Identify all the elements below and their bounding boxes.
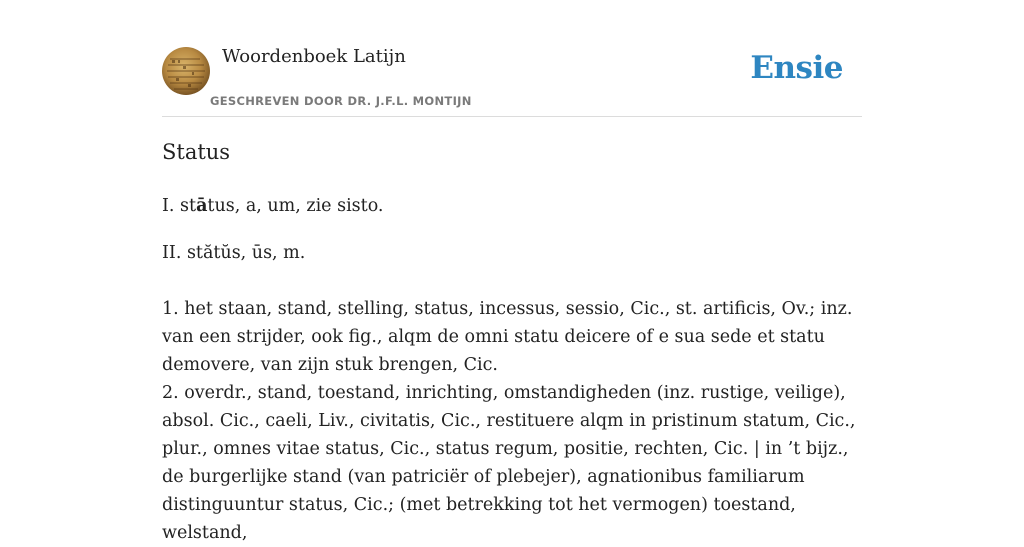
head1-bold: ā <box>196 196 208 216</box>
head1-pre: I. st <box>162 196 197 216</box>
definition-item: 1. het staan, stand, stelling, status, incessus, sessio, Cic., st. artificis, Ov.; inz. van een strijder, ook fig., alqm de omni statu deicere of e sua sede et statu demovere, van zijn stuk brengen, Cic. <box>162 299 853 375</box>
book-avatar[interactable] <box>162 47 210 95</box>
author-line <box>210 94 472 108</box>
ensie-logo-link[interactable]: Ensie <box>750 50 843 86</box>
book-header <box>162 0 862 117</box>
entry-head-1 <box>162 192 383 220</box>
coin-icon <box>162 47 210 95</box>
definition-item: 2. overdr., stand, toestand, inrichting, omstandigheden (inz. rustige, veilige), absol. Cic., caeli, Liv., civitatis, Cic., restituere alqm in pristinum statum, Cic., plur., omnes vitae status, Cic., status regum, positie, rechten, Cic. | in ’t bijz., de burgerlijke stand (van patriciër of plebejer), agnationibus familiarum distinguuntur status, Cic.; (met betrekking tot het vermogen) toestand, welstand, <box>162 383 856 543</box>
author-prefix: GESCHREVEN DOOR <box>210 94 344 108</box>
content-container <box>162 0 862 543</box>
author-name[interactable]: DR. J.F.L. MONTIJN <box>347 94 472 108</box>
book-title[interactable]: Woordenboek Latijn <box>222 46 406 67</box>
entry-title: Status <box>162 140 231 164</box>
definition-body <box>162 295 862 547</box>
head1-post: tus, a, um, zie sisto. <box>207 196 384 216</box>
entry-head-2: II. stătŭs, ūs, m. <box>162 243 306 263</box>
